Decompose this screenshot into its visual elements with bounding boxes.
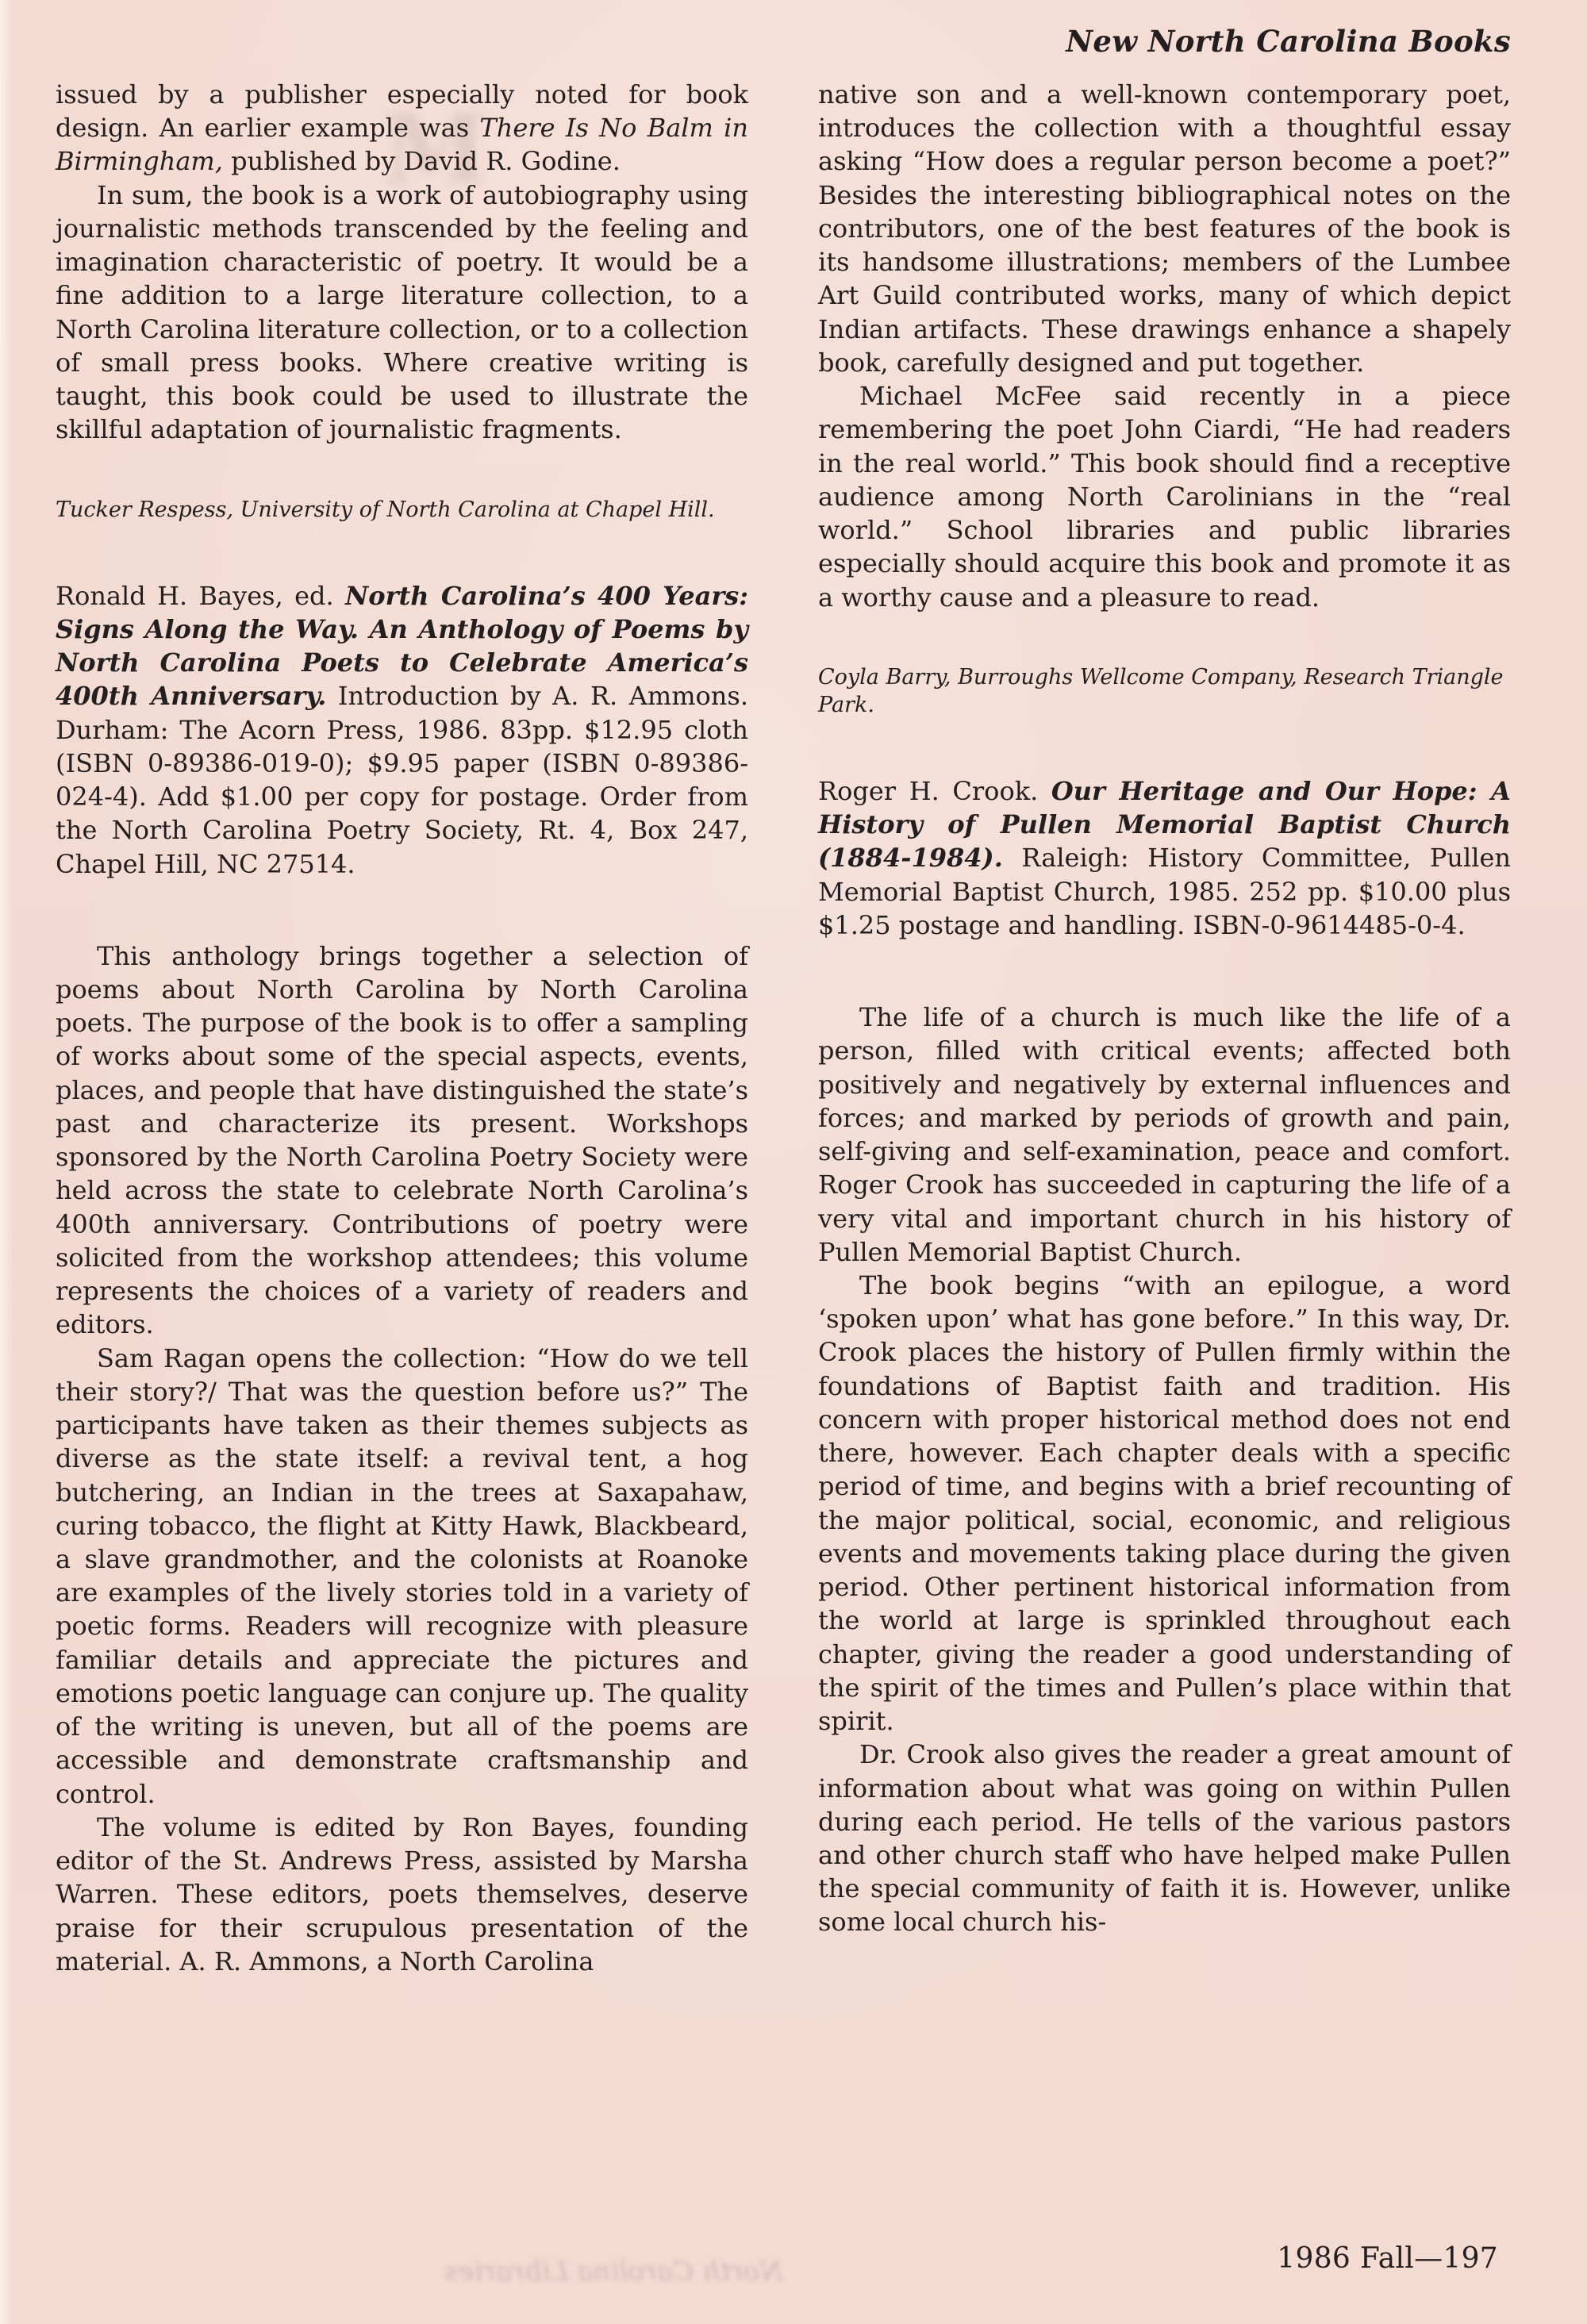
- text-segment: issued by a publisher especially noted for book design. An earlier example was: [56, 79, 748, 144]
- citation-author: Roger H. Crook.: [818, 775, 1051, 806]
- paragraph-continuation: native son and a well-known contemporary poet, introduces the collection with a thoughtful essay asking “How does a regular person become a poet?” Besides the interesting bibliographical notes on the contributors, one of the best features of the book is its handsome illustrations; members of the Lumbee Art Guild contributed works, many of which depict Indian artifacts. These drawings enhance a shapely book, carefully designed and put together.: [818, 79, 1511, 378]
- paragraph-in-sum: In sum, the book is a work of autobiography using journalistic methods transcended by the feeling and imagination characteristic of poetry. It would be a fine addition to a large literature collection, to a North Carolina literature collection, or to a collection of small press books. Where creative writing is taught, this book could be used to illustrate the skillful adaptation of journalistic fragments.: [56, 179, 748, 445]
- paragraph-life-of-church: The life of a church is much like the life of a person, filled with critical events; affected both positively and negatively by external influences and forces; and marked by periods of growth and pain, self-giving and self-examination, peace and comfort. Roger Crook has succeeded in capturing the life of a very vital and important church in his history of Pullen Memorial Baptist Church.: [818, 1002, 1511, 1267]
- citation-details: Introduction by A. R. Ammons. Durham: The Acorn Press, 1986. 83pp. $12.95 cloth (ISBN 0-89386-019-0); $9.95 paper (ISBN 0-89386-024-4). Add $1.00 per copy for postage. Order from the North Carolina Poetry Society, Rt. 4, Box 247, Chapel Hill, NC 27514.: [56, 681, 749, 879]
- bleed-through-initial: M: [382, 94, 488, 206]
- right-column: [818, 78, 1511, 1978]
- paragraph-book-begins: The book begins “with an epilogue, a word ‘spoken upon’ what has gone before.” In this way, Dr. Crook places the history of Pullen firmly within the foundations of Baptist faith and tradition. His concern with proper historical method does not end there, however. Each chapter deals with a specific period of time, and begins with a brief recounting of the major political, social, economic, and religious events and movements taking place during the given period. Other pertinent historical information from the world at large is sprinkled throughout each chapter, giving the reader a good understanding of the spirit of the times and Pullen’s place within that spirit.: [818, 1270, 1511, 1737]
- text-columns: [56, 78, 1511, 1978]
- citation-details: Raleigh: History Committee, Pullen Memorial Baptist Church, 1985. 252 pp. $10.00 plus $1.25 postage and handling. ISBN-0-9614485-0-4.: [818, 843, 1511, 940]
- book-title: Our Heritage and Our Hope: A History of Pullen Memorial Baptist Church (1884-1984).: [818, 775, 1512, 874]
- paragraph-michael-mcfee: Michael McFee said recently in a piece remembering the poet John Ciardi, “He had readers in the real world.” This book should find a receptive audience among North Carolinians in the “real world.” School libraries and public libraries especially should acquire this book and promote it as a worthy cause and a pleasure to read.: [818, 381, 1511, 613]
- book-title-inline: There Is No Balm in Birmingham,: [56, 113, 749, 177]
- paragraph-dr-crook: Dr. Crook also gives the reader a great amount of information about what was going on within Pullen during each period. He tells of the various pastors and other church staff who have helped make Pullen the special community of faith it is. However, unlike some local church his-: [818, 1739, 1511, 1938]
- paragraph-sam-ragan: Sam Ragan opens the collection: “How do we tell their story?/ That was the question before us?” The participants have taken as their themes subjects as diverse as the state itself: a revival tent, a hog butchering, an Indian in the trees at Saxapahaw, curing tobacco, the flight at Kitty Hawk, Blackbeard, a slave grandmother, and the colonists at Roanoke are examples of the lively stories told in a variety of poetic forms. Readers will recognize with pleasure familiar details and appreciate the pictures and emotions poetic language can conjure up. The quality of the writing is uneven, but all of the poems are accessible and demonstrate craftsmanship and control.: [56, 1343, 748, 1809]
- paragraph-the-volume: The volume is edited by Ron Bayes, founding editor of the St. Andrews Press, assisted by Marsha Warren. These editors, poets themselves, deserve praise for their scrupulous presentation of the material. A. R. Ammons, a North Carolina: [56, 1811, 748, 1976]
- book-title: North Carolina’s 400 Years: Signs Along the Way. An Anthology of Poems by North Carolina Poets to Celebrate America’s 400th Anniversary.: [56, 580, 749, 712]
- left-column: [56, 78, 748, 1978]
- bleed-through-text: North Carolina Libraries: [444, 2256, 784, 2288]
- text-segment: published by David R. Godine.: [222, 146, 621, 177]
- paragraph-this-anthology: This anthology brings together a selection of poems about North Carolina by North Carolina poets. The purpose of the book is to offer a sampling of works about some of the special aspects, events, places, and people that have distinguished the state’s past and characterize its present. Workshops sponsored by the North Carolina Poetry Society were held across the state to celebrate North Carolina’s 400th anniversary. Contributions of poetry were solicited from the workshop attendees; this volume represents the choices of a variety of readers and editors.: [56, 940, 748, 1340]
- citation-author: Ronald H. Bayes, ed.: [56, 580, 346, 611]
- book-citation: [818, 774, 1511, 942]
- book-citation: [56, 579, 748, 881]
- paragraph-continuation: [56, 78, 748, 179]
- reviewer-attribution: Coyla Barry, Burroughs Wellcome Company, Research Triangle Park.: [818, 664, 1504, 717]
- reviewer-attribution: Tucker Respess, University of North Carolina at Chapel Hill.: [56, 497, 715, 522]
- running-head: New North Carolina Books: [1066, 24, 1511, 59]
- page-footer: 1986 Fall—197: [1277, 2242, 1498, 2275]
- scan-edge-artifact: [0, 0, 13, 2324]
